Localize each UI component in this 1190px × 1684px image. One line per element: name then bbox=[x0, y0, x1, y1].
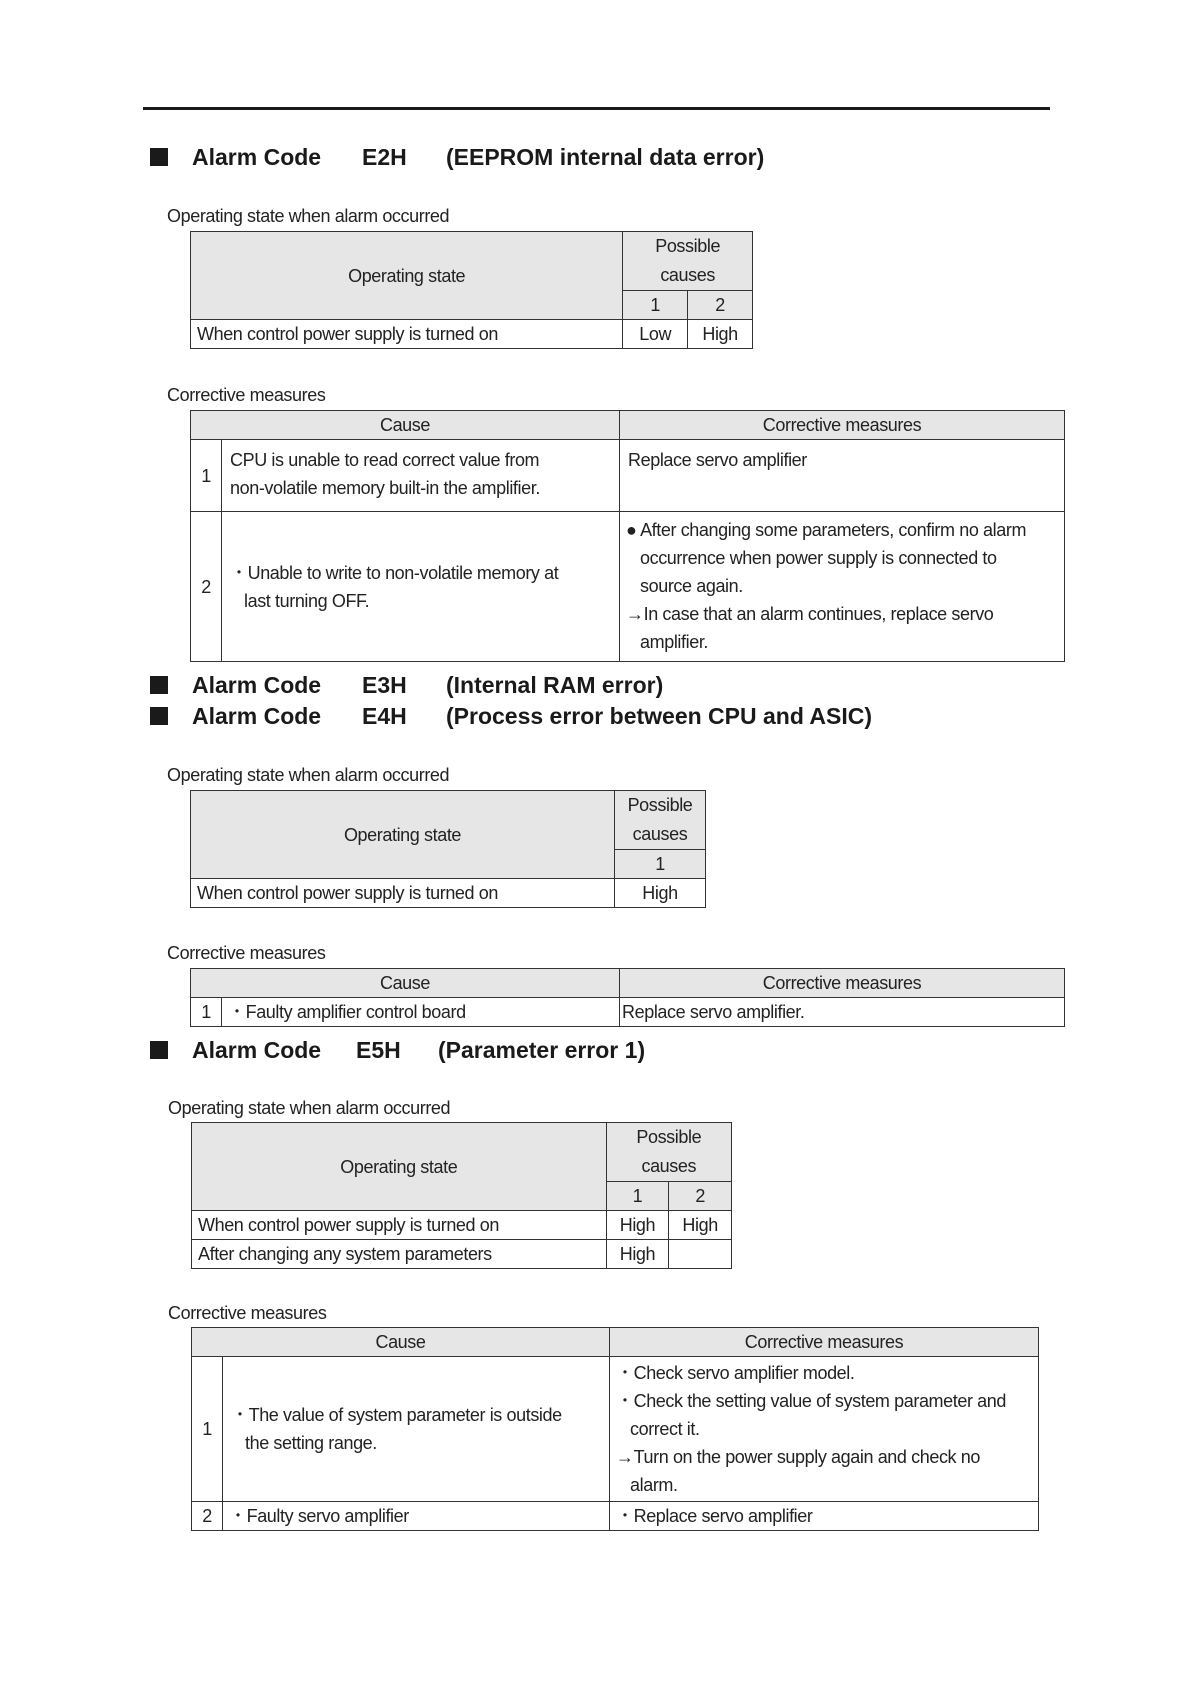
probability-value: Low bbox=[623, 320, 688, 349]
operating-state-header: Operating state bbox=[191, 791, 615, 879]
measure-text: ・Replace servo amplifier bbox=[610, 1502, 1039, 1531]
bullet-square-icon bbox=[150, 1041, 168, 1059]
cause-header: Cause bbox=[191, 411, 620, 440]
corrective-caption: Corrective measures bbox=[168, 1303, 327, 1323]
bullet-square-icon bbox=[150, 707, 168, 725]
table-row bbox=[192, 1240, 732, 1269]
operating-state-table-e2h bbox=[190, 231, 753, 349]
heading-code: E4H bbox=[362, 703, 407, 729]
heading-prefix: Alarm Code bbox=[192, 672, 322, 698]
possible-causes-header: Possible causes bbox=[623, 232, 753, 291]
measure-text: Replace servo amplifier. bbox=[620, 998, 1065, 1027]
probability-value: High bbox=[606, 1240, 669, 1269]
cause-text: ・The value of system parameter is outside the setting range. bbox=[223, 1357, 610, 1502]
operating-state-value: After changing any system parameters bbox=[192, 1240, 607, 1269]
table-row bbox=[191, 512, 1065, 662]
operating-state-table-e3h bbox=[190, 790, 706, 908]
corrective-table-e3h bbox=[190, 968, 1065, 1027]
heading-description: (Internal RAM error) bbox=[446, 672, 664, 698]
probability-value bbox=[669, 1240, 732, 1269]
possible-causes-header: Possible causes bbox=[615, 791, 706, 850]
probability-value: High bbox=[606, 1211, 669, 1240]
cause-number: 1 bbox=[606, 1182, 669, 1211]
cause-number: 2 bbox=[669, 1182, 732, 1211]
heading-prefix: Alarm Code bbox=[192, 144, 322, 170]
operating-state-header: Operating state bbox=[192, 1123, 607, 1211]
bullet-square-icon bbox=[150, 148, 168, 166]
heading-e5h bbox=[150, 1034, 910, 1066]
corrective-caption: Corrective measures bbox=[167, 385, 326, 405]
measure-header: Corrective measures bbox=[620, 411, 1065, 440]
heading-description: (Parameter error 1) bbox=[438, 1037, 646, 1063]
operating-state-table-e5h bbox=[191, 1122, 732, 1269]
table-row bbox=[191, 879, 706, 908]
heading-prefix: Alarm Code bbox=[192, 703, 322, 729]
possible-causes-header: Possible causes bbox=[606, 1123, 731, 1182]
heading-description: (EEPROM internal data error) bbox=[446, 144, 765, 170]
measure-text: ・Check servo amplifier model. ・Check the setting value of system parameter and correct it. →Turn on the power supply again and check no alarm. bbox=[610, 1357, 1039, 1502]
heading-e4h bbox=[150, 700, 910, 732]
cause-number: 1 bbox=[623, 291, 688, 320]
operating-caption: Operating state when alarm occurred bbox=[168, 1098, 451, 1118]
row-number: 2 bbox=[191, 512, 222, 662]
operating-state-value: When control power supply is turned on bbox=[192, 1211, 607, 1240]
probability-value: High bbox=[688, 320, 753, 349]
operating-state-value: When control power supply is turned on bbox=[191, 879, 615, 908]
table-row bbox=[191, 998, 1065, 1027]
row-number: 1 bbox=[191, 998, 222, 1027]
corrective-caption: Corrective measures bbox=[167, 943, 326, 963]
row-number: 1 bbox=[191, 440, 222, 512]
cause-text: ・Unable to write to non-volatile memory at last turning OFF. bbox=[222, 512, 620, 662]
table-row bbox=[192, 1357, 1039, 1502]
heading-code: E5H bbox=[356, 1037, 401, 1063]
heading-code: E3H bbox=[362, 672, 407, 698]
cause-header: Cause bbox=[192, 1328, 610, 1357]
row-number: 1 bbox=[192, 1357, 223, 1502]
operating-state-value: When control power supply is turned on bbox=[191, 320, 623, 349]
table-row bbox=[191, 320, 753, 349]
top-rule bbox=[143, 107, 1050, 110]
table-row bbox=[192, 1502, 1039, 1531]
probability-value: High bbox=[615, 879, 706, 908]
corrective-table-e2h bbox=[190, 410, 1065, 662]
cause-text: ・Faulty servo amplifier bbox=[223, 1502, 610, 1531]
measure-text: Replace servo amplifier bbox=[620, 440, 1065, 512]
row-number: 2 bbox=[192, 1502, 223, 1531]
heading-e2h bbox=[150, 141, 910, 173]
operating-caption: Operating state when alarm occurred bbox=[167, 206, 450, 226]
cause-number: 2 bbox=[688, 291, 753, 320]
measure-text: ● After changing some parameters, confirm no alarm occurrence when power supply is connected to source again. →In case that an alarm continues, replace servo amplifier. bbox=[620, 512, 1065, 662]
cause-header: Cause bbox=[191, 969, 620, 998]
heading-code: E2H bbox=[362, 144, 407, 170]
cause-text: ・Faulty amplifier control board bbox=[222, 998, 620, 1027]
operating-state-header: Operating state bbox=[191, 232, 623, 320]
corrective-table-e5h bbox=[191, 1327, 1039, 1531]
bullet-square-icon bbox=[150, 676, 168, 694]
measure-header: Corrective measures bbox=[610, 1328, 1039, 1357]
heading-e3h bbox=[150, 669, 910, 701]
measure-header: Corrective measures bbox=[620, 969, 1065, 998]
heading-description: (Process error between CPU and ASIC) bbox=[446, 703, 873, 729]
table-row bbox=[191, 440, 1065, 512]
cause-text: CPU is unable to read correct value from non-volatile memory built-in the amplifier. bbox=[222, 440, 620, 512]
table-row bbox=[192, 1211, 732, 1240]
probability-value: High bbox=[669, 1211, 732, 1240]
cause-number: 1 bbox=[615, 850, 706, 879]
heading-prefix: Alarm Code bbox=[192, 1037, 322, 1063]
operating-caption: Operating state when alarm occurred bbox=[167, 765, 450, 785]
